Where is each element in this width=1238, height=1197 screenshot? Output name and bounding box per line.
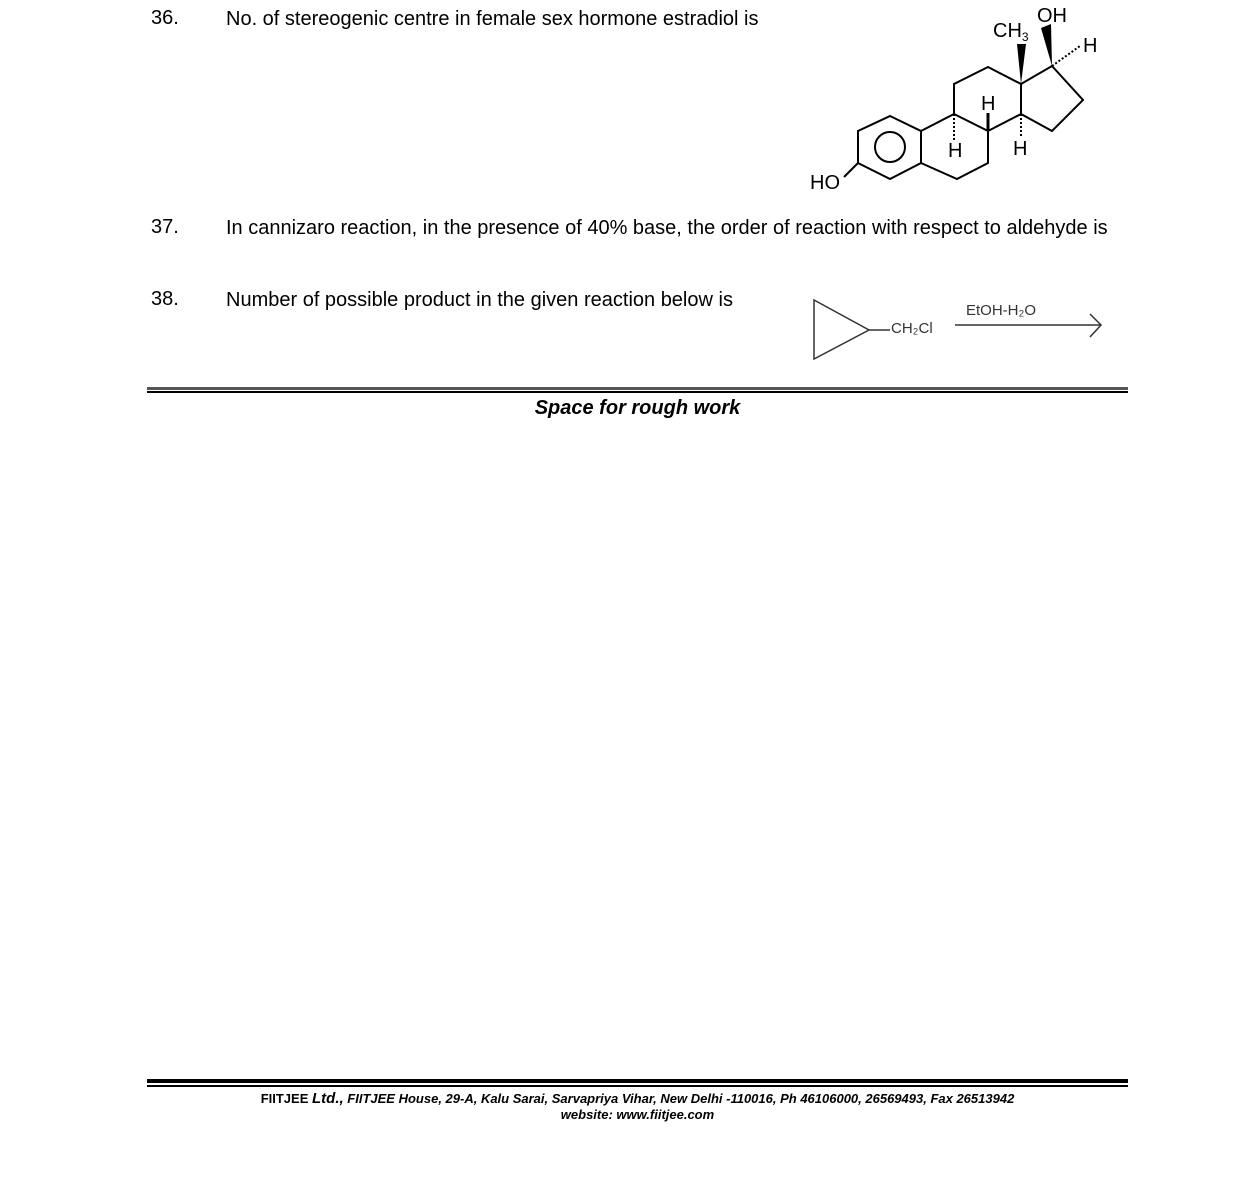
hash-bond-c17	[1052, 46, 1080, 66]
footer-rule	[147, 1079, 1128, 1083]
reagent-label: EtOH-H₂O	[966, 302, 1036, 319]
aromatic-circle	[875, 132, 905, 162]
ring-d	[1021, 66, 1083, 131]
label-h-c17: H	[1083, 35, 1098, 57]
methyl-wedge	[1017, 44, 1026, 84]
question-36-number: 36.	[151, 7, 179, 29]
question-37-number: 37.	[151, 216, 179, 238]
question-38-text: Number of possible product in the given reaction below is	[226, 289, 733, 311]
label-h-c8: H	[981, 93, 996, 115]
substituent-label: CH₂Cl	[891, 320, 933, 337]
hydroxyl-wedge	[1041, 24, 1052, 66]
cyclopropane-ring	[814, 300, 869, 359]
rough-work-rule-inner	[147, 391, 1128, 393]
footer-ltd: Ltd.,	[312, 1090, 344, 1107]
footer-address-line	[147, 1090, 1128, 1107]
reaction-scheme	[805, 292, 1115, 367]
question-37-text: In cannizaro reaction, in the presence of 40% base, the order of reaction with respect to aldehyde is	[226, 217, 1108, 239]
label-ho: HO	[810, 172, 840, 194]
footer-brand: FIITJEE	[260, 1091, 309, 1106]
label-oh: OH	[1037, 5, 1067, 27]
rough-work-rule	[147, 387, 1128, 390]
ring-a	[858, 116, 921, 179]
footer-rule-inner	[147, 1085, 1128, 1087]
rough-work-title: Space for rough work	[534, 397, 741, 419]
footer-address: FIITJEE House, 29-A, Kalu Sarai, Sarvapriya Vihar, New Delhi -110016, Ph 46106000, 26569493, Fax 26513942	[347, 1091, 1015, 1106]
estradiol-structure	[800, 0, 1120, 200]
label-h-c14: H	[1013, 138, 1028, 160]
label-ch3: $CH_3$	[993, 20, 1029, 44]
question-38-number: 38.	[151, 288, 179, 310]
footer-website: website: www.fiitjee.com	[560, 1107, 715, 1122]
label-h-c9: H	[948, 140, 963, 162]
question-36-text: No. of stereogenic centre in female sex hormone estradiol is	[226, 8, 759, 30]
